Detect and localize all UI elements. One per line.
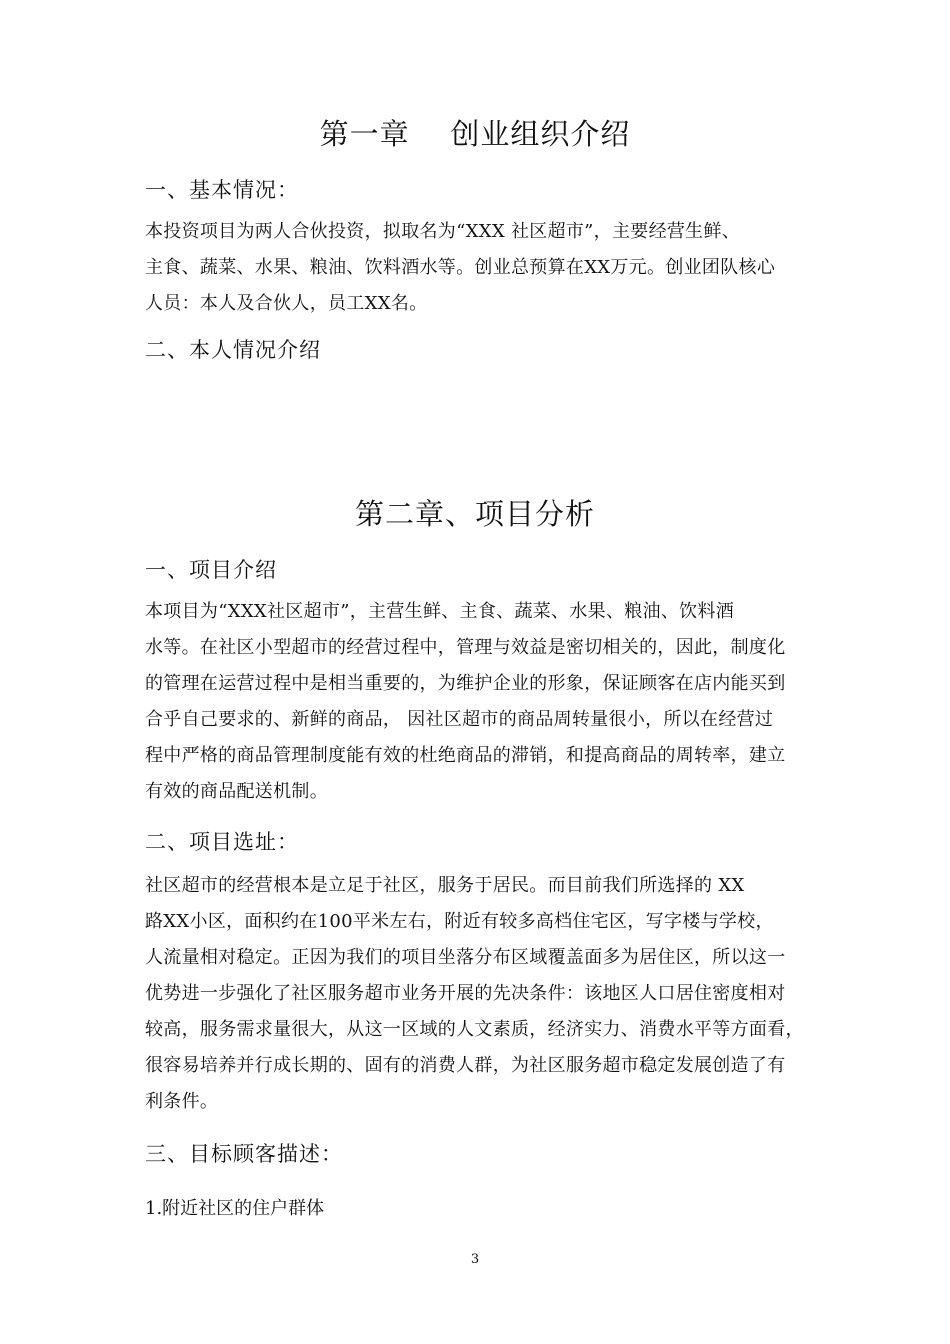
- basic-info-paragraph: [145, 214, 815, 322]
- paragraph-line: 水等。在社区小型超市的经营过程中，管理与效益是密切相关的，因此，制度化: [145, 637, 786, 658]
- paragraph-line: 主食、蔬菜、水果、粮油、饮料酒水等。创业总预算在XX万元。创业团队核心: [145, 257, 776, 278]
- paragraph-line: 的管理在运营过程中是相当重要的，为维护企业的形象，保证顾客在店内能买到: [145, 673, 786, 694]
- section-personal-info-heading: 二、本人情况介绍: [145, 338, 321, 362]
- paragraph-line: 利条件。: [145, 1091, 219, 1112]
- paragraph-line: 合乎自己要求的、新鲜的商品， 因社区超市的商品周转量很小，所以在经营过: [145, 709, 774, 730]
- paragraph-line: 优势进一步强化了社区服务超市业务开展的先决条件：该地区人口居住密度相对: [145, 983, 786, 1004]
- location-paragraph: [145, 868, 815, 1120]
- paragraph-line: 很容易培养并行成长期的、固有的消费人群，为社区服务超市稳定发展创造了有: [145, 1055, 786, 1076]
- chapter-1-title: 第一章 创业组织介绍: [319, 117, 631, 151]
- section-location-heading: 二、项目选址：: [145, 830, 299, 854]
- paragraph-line: 本投资项目为两人合伙投资，拟取名为“XXX 社区超市”，主要经营生鲜、: [145, 221, 741, 242]
- list-item: 1.附近社区的住户群体: [145, 1198, 325, 1219]
- paragraph-line: 本项目为“XXX社区超市”，主营生鲜、主食、蔬菜、水果、粮油、饮料酒: [145, 601, 735, 622]
- paragraph-line: 较高，服务需求量很大，从这一区域的人文素质，经济实力、消费水平等方面看，: [145, 1019, 804, 1040]
- paragraph-line: 路XX小区，面积约在100平米左右，附近有较多高档住宅区，写字楼与学校，: [145, 911, 774, 932]
- page-number: 3: [470, 1252, 480, 1267]
- paragraph-line: 人员：本人及合伙人，员工XX名。: [145, 293, 428, 314]
- paragraph-line: 社区超市的经营根本是立足于社区，服务于居民。而目前我们所选择的 XX: [145, 875, 745, 896]
- chapter-2-title: 第二章、项目分析: [354, 497, 595, 531]
- paragraph-line: 人流量相对稳定。正因为我们的项目坐落分布区域覆盖面多为居住区，所以这一: [145, 947, 786, 968]
- paragraph-line: 程中严格的商品管理制度能有效的杜绝商品的滞销，和提高商品的周转率，建立: [145, 745, 786, 766]
- paragraph-line: 有效的商品配送机制。: [145, 781, 328, 802]
- section-target-customers-heading: 三、目标顾客描述：: [145, 1142, 343, 1166]
- section-project-intro-heading: 一、项目介绍: [145, 558, 277, 582]
- section-basic-info-heading: 一、基本情况：: [145, 178, 299, 202]
- project-intro-paragraph: [145, 594, 815, 810]
